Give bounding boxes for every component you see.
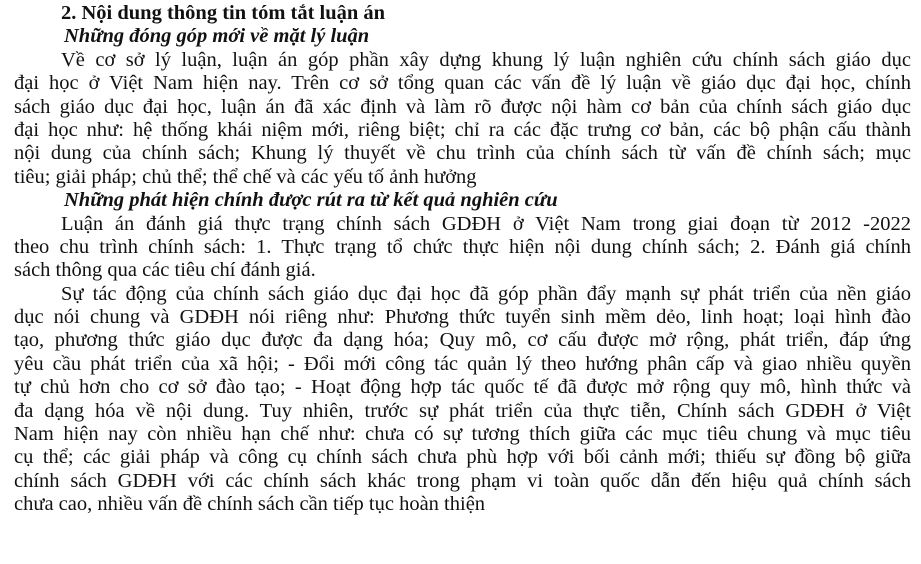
- paragraph-line: tự chủ hơn cho cơ sở đào tạo; - Hoạt động hợp tác quốc tế đã được mở rộng quy mô, hình thức và: [14, 376, 911, 399]
- paragraph-line: chưa cao, nhiều vấn đề chính sách cần tiếp tục hoàn thiện: [14, 493, 486, 516]
- paragraph-line: yêu cầu phát triển của xã hội; - Đổi mới công tác quản lý theo hướng phân cấp và giao nhiều quyền: [14, 352, 911, 375]
- paragraph-line: đại học ở Việt Nam hiện nay. Trên cơ sở tổng quan các vấn đề lý luận về giáo dục đại học, chính: [14, 72, 911, 95]
- paragraph-line: chính sách GDĐH với các chính sách khác trong phạm vi toàn quốc dẫn đến hiệu quả chính sách: [14, 469, 911, 492]
- paragraph-line: Về cơ sở lý luận, luận án góp phần xây dựng khung lý luận nghiên cứu chính sách giáo dục: [61, 48, 911, 71]
- paragraph-impact: [14, 283, 911, 517]
- paragraph-line: nội dung của chính sách; Khung lý thuyết về chu trình của chính sách từ vấn đề chính sách; mục: [14, 142, 911, 165]
- paragraph-line: dục nói chung và GDĐH nói riêng như: Phương thức tuyển sinh mềm dẻo, linh hoạt; loại hình đào: [14, 306, 911, 329]
- paragraph-line: tiêu; giải pháp; chủ thể; thể chế và các yếu tố ảnh hưởng: [14, 165, 477, 188]
- section-heading: 2. Nội dung thông tin tóm tắt luận án: [61, 2, 386, 24]
- paragraph-line: cụ thể; các giải pháp và công cụ chính sách chưa phù hợp với bối cảnh mới; thiếu sự đồng bộ giữa: [14, 446, 911, 469]
- paragraph-line: đa dạng hóa về nội dung. Tuy nhiên, trước sự phát triển của thực tiễn, Chính sách GDĐH ở Việt: [14, 399, 911, 422]
- subheading-theory-contributions: Những đóng góp mới về mặt lý luận: [64, 25, 370, 48]
- paragraph-line: Nam hiện nay còn nhiều hạn chế như: chưa có sự tương thích giữa các mục tiêu chung và mục tiêu: [14, 423, 911, 446]
- paragraph-theory: [14, 49, 911, 189]
- paragraph-line: Luận án đánh giá thực trạng chính sách GDĐH ở Việt Nam trong giai đoạn từ 2012 -2022: [61, 212, 911, 235]
- paragraph-line: theo chu trình chính sách: 1. Thực trạng tổ chức thực hiện nội dung chính sách; 2. Đánh giá chính: [14, 235, 911, 258]
- subheading-key-findings: Những phát hiện chính được rút ra từ kết quả nghiên cứu: [64, 189, 558, 212]
- paragraph-line: sách thông qua các tiêu chí đánh giá.: [14, 259, 316, 282]
- document-page: [0, 2, 921, 564]
- paragraph-line: Sự tác động của chính sách giáo dục đại học đã góp phần đẩy mạnh sự phát triển của nền giáo: [61, 282, 911, 305]
- paragraph-line: sách giáo dục đại học, luận án đã xác định và làm rõ được nội hàm cơ bản của chính sách giáo dục: [14, 95, 911, 118]
- paragraph-line: đại học như: hệ thống khái niệm mới, riêng biệt; chỉ ra các đặc trưng cơ bản, các bộ phận cấu thành: [14, 118, 911, 141]
- paragraph-assessment: [14, 213, 911, 283]
- paragraph-line: tạo, phương thức giáo dục được đa dạng hóa; Quy mô, cơ cấu được mở rộng, phát triển, đáp ứng: [14, 329, 911, 352]
